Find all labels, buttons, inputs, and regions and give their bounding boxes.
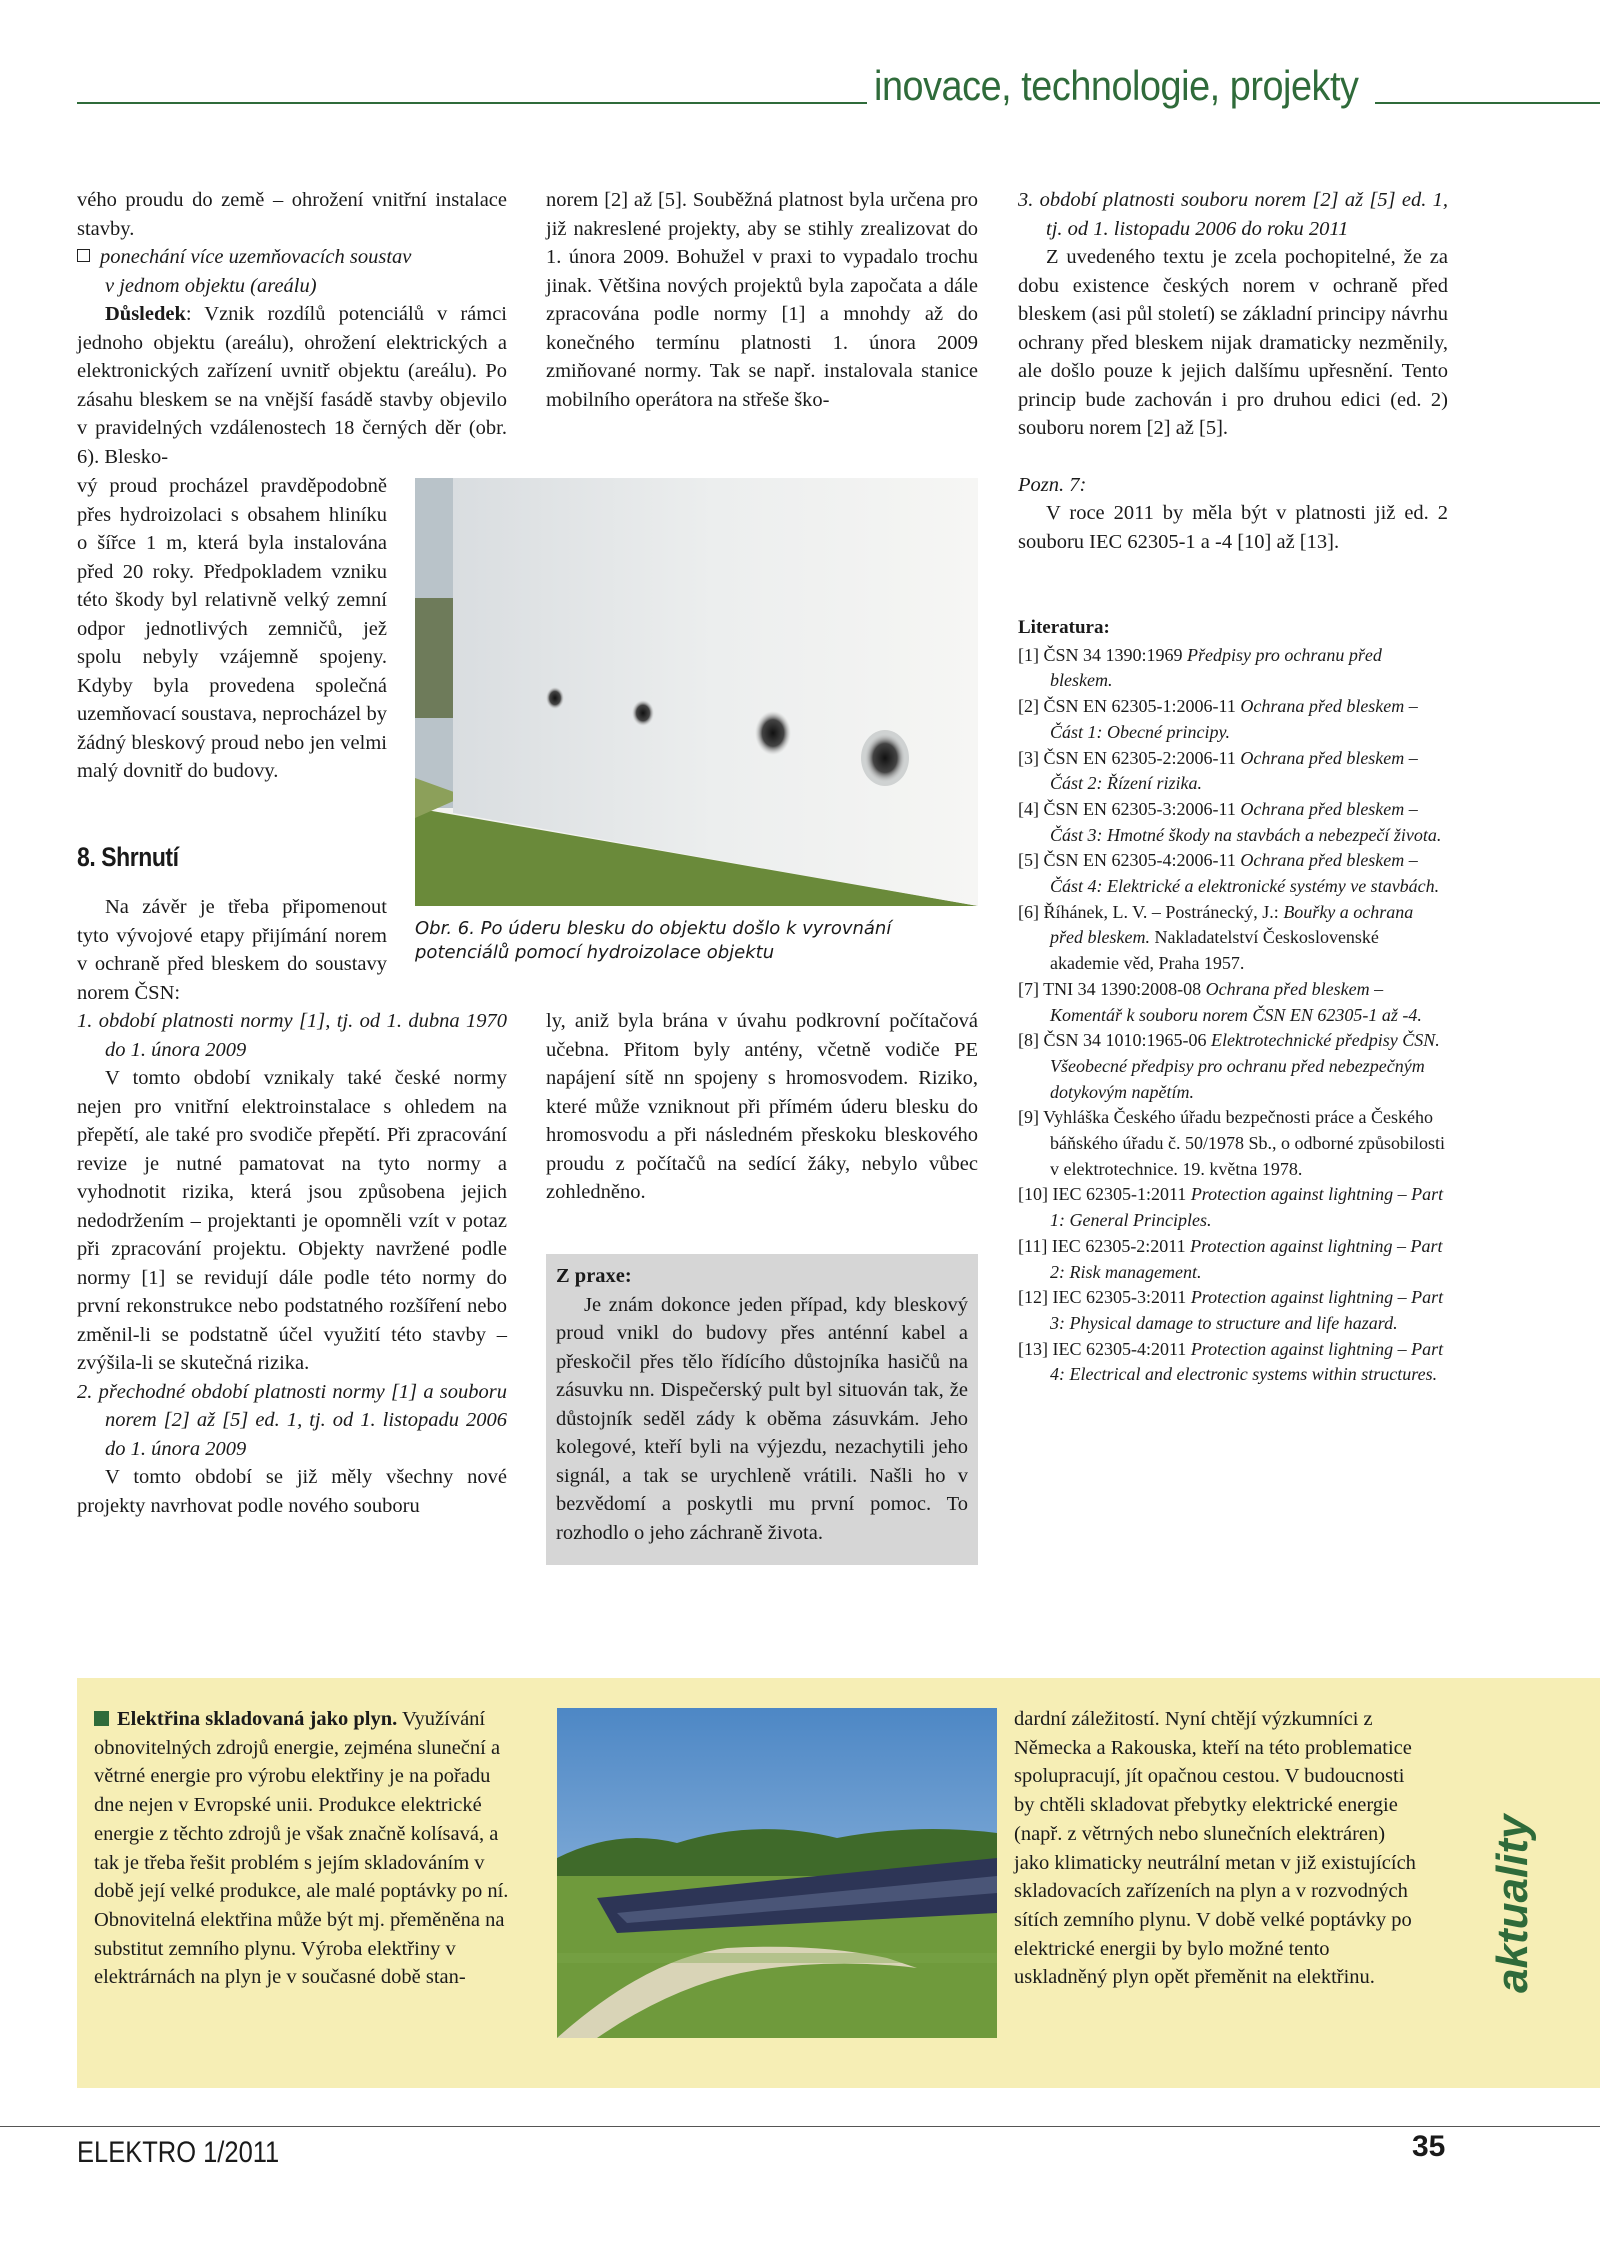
news-left-column bbox=[94, 1705, 514, 1992]
aktuality-text: aktuality bbox=[1488, 1814, 1537, 1993]
solar-panels-image bbox=[557, 1708, 997, 2038]
header-rule-right bbox=[1375, 102, 1600, 104]
reference-item: [10] IEC 62305-1:2011 Protection against lightning – Part 1: General Principles. bbox=[1018, 1184, 1444, 1231]
paragraph: vý proud procházel pravděpodobně přes hydroizolaci s obsahem hliníku o šířce 1 m, která byla instalována před 20 roky. Předpokladem vzniku této škody byl relativně velký zemní odpor jednotlivých zemničů, jež spolu nebyly vzájemně spojeny. Kdyby byla provedena společná uzemňovací soustava, neprocházel by žádný bleskový proud nebo jen velmi malý dovnitř do budovy. bbox=[77, 475, 387, 782]
section-title: inovace, technologie, projekty bbox=[874, 62, 1359, 109]
wall-photo-image bbox=[415, 478, 978, 906]
news-paragraph: Elektřina skladovaná jako plyn. Využívání obnovitelných zdrojů energie, zejména sluneční a větrné energie pro výrobu elektřiny je na pořadu dne nejen v Evropské unii. Produkce elektrické energie z těchto zdrojů je však značně kolísavá, a tak je třeba řešit problém s jejím skladováním v době její velké produkce, ale malé poptávky po ní. Obnovitelná elektřina může být mj. přeměněna na substitut zemního plynu. Výroba elektřiny v elektrárnách na plyn je v současné době stan- bbox=[94, 1708, 509, 1989]
column-3 bbox=[1018, 186, 1448, 556]
paragraph: ly, aniž byla brána v úvahu podkrovní počítačová učebna. Přitom byly antény, včetně vodiče PE napájení sítě nn spojeny s hromosvodem. Riziko, které může vzniknout při přímém úderu blesku do hromosvodu a při následném přeskoku bleskového proudu z počítačů na sedící žáky, nebylo vůbec zohledněno. bbox=[546, 1010, 978, 1203]
box-text: Je znám dokonce jeden případ, kdy bleskový proud vnikl do budovy přes anténní kabel a přeskočil přes tělo řídícího důstojníka hasičů na zásuvku nn. Dispečerský pult byl situován tak, že důstojník seděl zády k oběma zásuvkám. Jeho kolegové, kteří byli na výjezdu, nezachytili jeho signál, a tak se urychleně vrátili. Našli ho v bezvědomí a poskytli mu první pomoc. To rozhodlo o jeho záchraně života. bbox=[556, 1293, 968, 1544]
reference-item: [1] ČSN 34 1390:1969 Předpisy pro ochranu před bleskem. bbox=[1018, 644, 1382, 691]
reference-item: [7] TNI 34 1390:2008-08 Ochrana před bleskem – Komentář k souboru norem ČSN EN 62305-1 až -4. bbox=[1018, 978, 1422, 1025]
reference-item: [6] Říhánek, L. V. – Postránecký, J.: Bouřky a ochrana před bleskem. Nakladatelství Československé akademie věd, Praha 1957. bbox=[1018, 901, 1414, 974]
list-item-title: 3. období platnosti souboru norem [2] až [5] ed. 1, tj. od 1. listopadu 2006 do roku 2011 bbox=[1018, 189, 1448, 240]
figure-6-caption: Obr. 6. Po úderu blesku do objektu došlo k vyrovnání potenciálů pomocí hydroizolace objektu bbox=[415, 918, 892, 963]
paragraph: norem [2] až [5]. Souběžná platnost byla určena pro již nakreslené projekty, aby se stihly zrealizovat do 1. února 2009. Bohužel v praxi to vypadalo trochu jinak. Většina nových projektů byla započata a dále zpracována podle normy [1] a mnohdy až do konečného termínu platnosti 1. února 2009 zmiňované normy. Tak se např. instalovala stanice mobilního operátora na střeše ško- bbox=[546, 189, 978, 411]
list-item-title: 1. období platnosti normy [1], tj. od 1. dubna 1970 do 1. února 2009 bbox=[77, 1010, 507, 1061]
page-number: 35 bbox=[1412, 2130, 1446, 2163]
news-right-column bbox=[1014, 1705, 1424, 1992]
paragraph: Na závěr je třeba připomenout tyto vývojové etapy přijímání norem v ochraně před bleskem do soustavy norem ČSN: bbox=[77, 896, 387, 1004]
reference-item: [4] ČSN EN 62305-3:2006-11 Ochrana před bleskem – Část 3: Hmotné škody na stavbách a nebezpečí života. bbox=[1018, 798, 1442, 845]
paragraph: vého proudu do země – ohrožení vnitřní instalace stavby. bbox=[77, 189, 507, 240]
aktuality-side-label bbox=[1475, 1708, 1545, 1998]
references bbox=[1018, 615, 1448, 1388]
section-heading-wrap bbox=[77, 842, 397, 873]
bullet-item: ponechání více uzemňovacích soustav bbox=[77, 243, 507, 272]
green-square-icon bbox=[94, 1711, 109, 1726]
news-paragraph: dardní záležitostí. Nyní chtějí výzkumníci z Německa a Rakouska, kteří na této problematice spolupracují, jít opačnou cestou. V budoucnosti by chtěli skladovat přebytky elektrické energie (např. z větrných nebo slunečních elektráren) jako klimaticky neutrální metan v již existujících skladovacích zařízeních na plyn a v rozvodných sítích zemního plynu. V době velké poptávky po elektrické energii by bylo možné tento uskladněný plyn opět přeměnit na elektřinu. bbox=[1014, 1708, 1416, 1989]
reference-item: [12] IEC 62305-3:2011 Protection against lightning – Part 3: Physical damage to structure and life hazard. bbox=[1018, 1287, 1444, 1333]
solar-farm-photo bbox=[557, 1708, 997, 2038]
reference-item: [9] Vyhláška Českého úřadu bezpečnosti práce a Českého báňského úřadu č. 50/1978 Sb., o odborné způsobilosti v elektrotechnice. 19. května 1978. bbox=[1018, 1107, 1445, 1179]
reference-item: [2] ČSN EN 62305-1:2006-11 Ochrana před bleskem – Část 1: Obecné principy. bbox=[1018, 696, 1418, 742]
news-box bbox=[77, 1678, 1600, 2088]
column-2-bottom bbox=[546, 1007, 978, 1207]
column-1-narrow bbox=[77, 472, 387, 786]
section-8-body bbox=[77, 1007, 507, 1520]
box-title: Z praxe: bbox=[556, 1265, 632, 1287]
note-label: Pozn. 7: bbox=[1018, 473, 1087, 496]
paragraph: V tomto období vznikaly také české normy nejen pro vnitřní elektroinstalace s ohledem na přepětí, ale také pro svodiče přepětí. Při zpracování revize je nutné pamatovat na tyto normy a vyhodnotit rizika, která jsou způsobena jejich nedodržením – projektanti je opomněli vzít v potaz při zpracování projektu. Objekty navržené podle normy [1] se revidují dále podle této normy do první rekonstrukce nebo podstatného rozšíření nebo změnil-li se podstatně účel využití této stavby – zvýšila-li se skutečná rizika. bbox=[77, 1067, 507, 1374]
section-heading: 8. Shrnutí bbox=[77, 842, 179, 872]
reference-item: [8] ČSN 34 1010:1965-06 Elektrotechnické předpisy ČSN. Všeobecné předpisy pro ochranu před nebezpečným dotykovým napětím. bbox=[1018, 1030, 1440, 1102]
checkbox-square-icon bbox=[77, 249, 90, 262]
paragraph: Z uvedeného textu je zcela pochopitelné, že za dobu existence českých norem v ochraně před bleskem (asi půl století) se základní principy návrhu ochrany před bleskem nijak dramaticky nezměnily, ale došlo pouze k jejich dalšímu upřesnění. Tento princip bude zachován i pro druhou edici (ed. 2) souboru norem [2] až [5]. bbox=[1018, 246, 1448, 439]
paragraph: Důsledek: Vznik rozdílů potenciálů v rámci jednoho objektu (areálu), ohrožení elektrických a elektronických zařízení uvnitř objektu (areálu). Po zásahu bleskem se na vnější fasádě stavby objevilo v pravidelných vzdálenostech 18 černých děr (obr. 6). Blesko- bbox=[77, 303, 507, 468]
paragraph: V tomto období se již měly všechny nové projekty navrhovat podle nového souboru bbox=[77, 1466, 507, 1517]
column-1-top bbox=[77, 186, 507, 471]
z-praxe-box bbox=[546, 1254, 978, 1565]
reference-item: [3] ČSN EN 62305-2:2006-11 Ochrana před bleskem – Část 2: Řízení rizika. bbox=[1018, 747, 1418, 794]
header-rule-left bbox=[77, 102, 867, 104]
reference-item: [13] IEC 62305-4:2011 Protection against lightning – Part 4: Electrical and electronic systems within structures. bbox=[1018, 1338, 1444, 1385]
list-item-title: 2. přechodné období platnosti normy [1] a souboru norem [2] až [5] ed. 1, tj. od 1. listopadu 2006 do 1. února 2009 bbox=[77, 1380, 507, 1460]
bullet-item-cont: v jednom objektu (areálu) bbox=[105, 274, 317, 297]
footer-publication: ELEKTRO 1/2011 bbox=[77, 2136, 280, 2169]
reference-item: [11] IEC 62305-2:2011 Protection against lightning – Part 2: Risk management. bbox=[1018, 1235, 1443, 1282]
footer-rule bbox=[0, 2126, 1600, 2127]
section-8-intro bbox=[77, 893, 387, 1007]
references-heading: Literatura: bbox=[1018, 617, 1110, 638]
figure-6-photo bbox=[415, 478, 978, 906]
note-text: V roce 2011 by měla být v platnosti již ed. 2 souboru IEC 62305-1 a -4 [10] až [13]. bbox=[1018, 502, 1448, 553]
column-2-top bbox=[546, 186, 978, 414]
reference-item: [5] ČSN EN 62305-4:2006-11 Ochrana před bleskem – Část 4: Elektrické a elektronické systémy ve stavbách. bbox=[1018, 850, 1440, 897]
reference-list bbox=[1018, 643, 1448, 1388]
